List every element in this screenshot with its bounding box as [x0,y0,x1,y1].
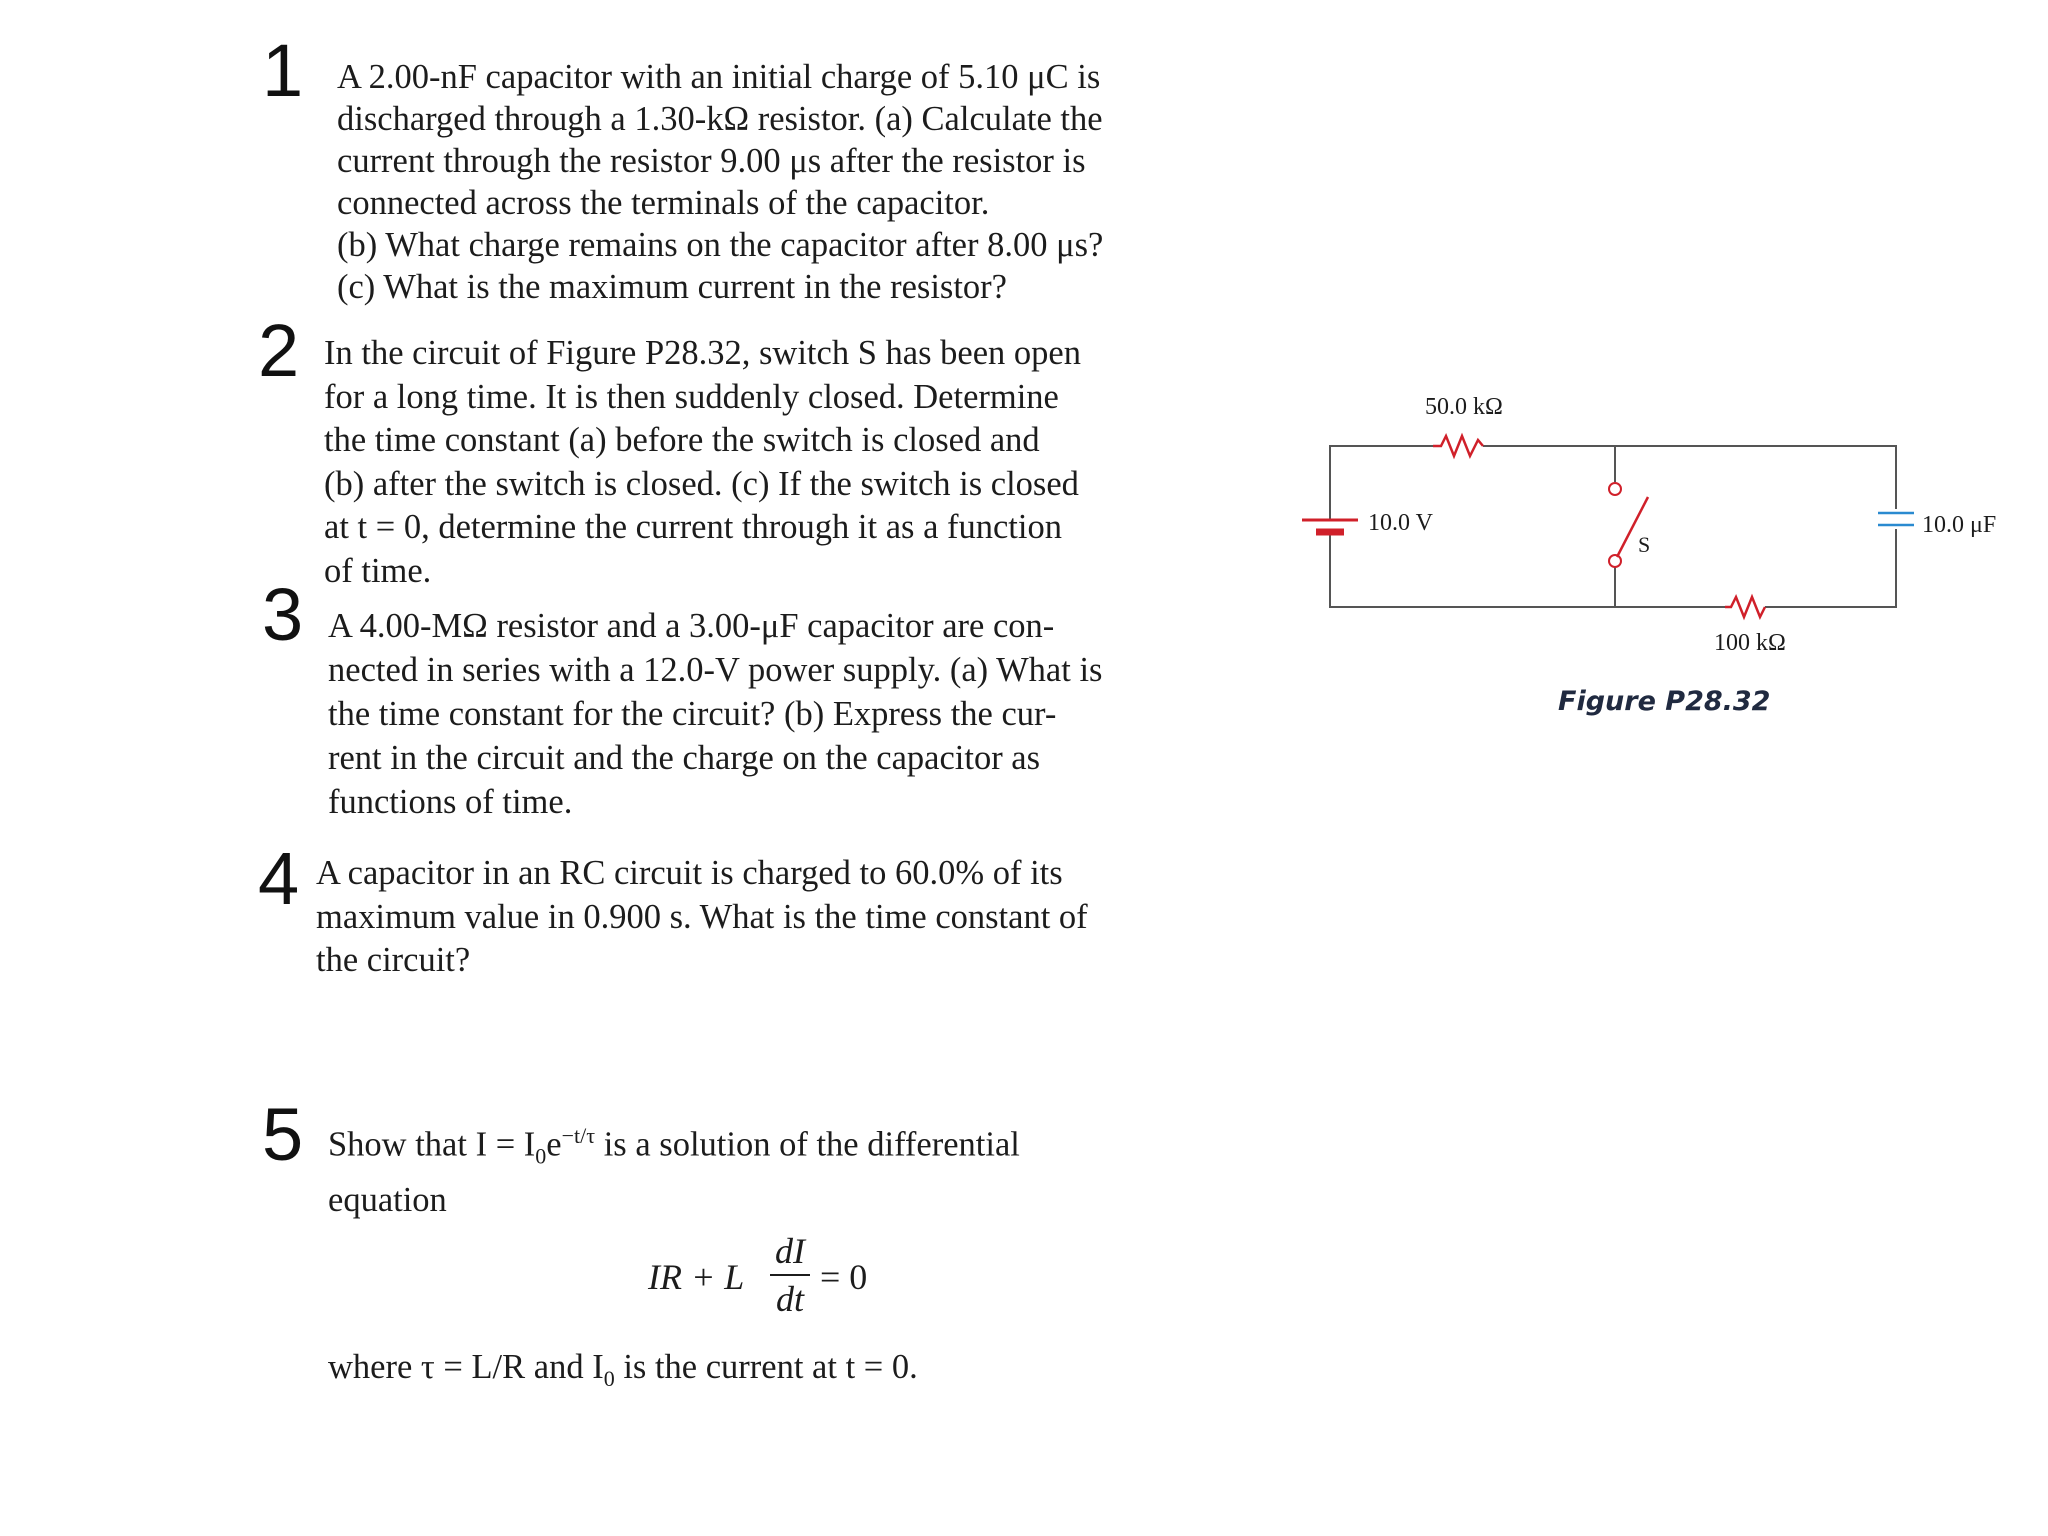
problem-2-line: In the circuit of Figure P28.32, switch S has been open [324,334,1081,372]
problem-2-line: (b) after the switch is closed. (c) If the switch is closed [324,464,1079,503]
label-battery: 10.0 V [1368,510,1433,536]
problem-4-line: maximum value in 0.900 s. What is the time constant of [316,897,1088,936]
problem-3-line: functions of time. [328,783,573,821]
problem-3-line: rent in the circuit and the charge on the capacitor as [328,739,1041,777]
equation-right: = 0 [820,1257,868,1297]
problem-number-4: 4 [258,837,300,920]
problem-1-line: (b) What charge remains on the capacitor after 8.00 μs? [337,226,1104,264]
problem-4-line: A capacitor in an RC circuit is charged to 60.0% of its [316,854,1063,892]
problem-number-3: 3 [262,573,304,656]
problem-1-line: A 2.00-nF capacitor with an initial charge of 5.10 μC is [337,58,1101,96]
problem-3-line: A 4.00-MΩ resistor and a 3.00-μF capacitor are con- [328,607,1055,645]
problem-4-line: the circuit? [316,941,471,979]
problem-1-line: (c) What is the maximum current in the resistor? [337,268,1007,306]
problem-3-line: the time constant for the circuit? (b) Express the cur- [328,695,1057,733]
label-resistor-bottom: 100 kΩ [1714,630,1786,656]
problem-2-line: at t = 0, determine the current through it as a function [324,508,1062,546]
problem-number-5: 5 [262,1093,304,1176]
problem-3-line: nected in series with a 12.0-V power supply. (a) What is [328,651,1103,689]
problem-number-2: 2 [258,309,300,392]
equation-numerator: dI [775,1231,805,1271]
problem-2-line: of time. [324,551,432,590]
problem-5-line-1: Show that $I = I_0e^{-t/\tau}$ is a solution of the differential [328,1123,1020,1169]
resistor-bottom [1725,597,1765,617]
equation-left: IR + L [648,1257,745,1297]
problem-1-line: discharged through a 1.30-kΩ resistor. (a) Calculate the [337,100,1103,138]
figure-caption: Figure P28.32 [1558,686,1771,717]
problem-5-line-2: equation [328,1181,447,1220]
label-capacitor: 10.0 μF [1922,512,1997,538]
resistor-top [1433,436,1483,456]
problem-number-1: 1 [262,29,304,112]
equation-denominator: dt [775,1279,804,1319]
capacitor [1878,513,1914,525]
problem-1-line: connected across the terminals of the capacitor. [337,184,990,222]
battery [1302,520,1358,532]
label-switch: S [1638,532,1651,557]
problem-2-line: for a long time. It is then suddenly closed. Determine [324,377,1059,416]
problem-2-line: the time constant (a) before the switch is closed and [324,421,1040,459]
label-resistor-top: 50.0 kΩ [1425,394,1503,420]
problem-5-where-line: where τ = L/R and $I_0$ is the current at t = 0. [328,1348,918,1391]
problem-1-line: current through the resistor 9.00 μs after the resistor is [337,142,1086,180]
